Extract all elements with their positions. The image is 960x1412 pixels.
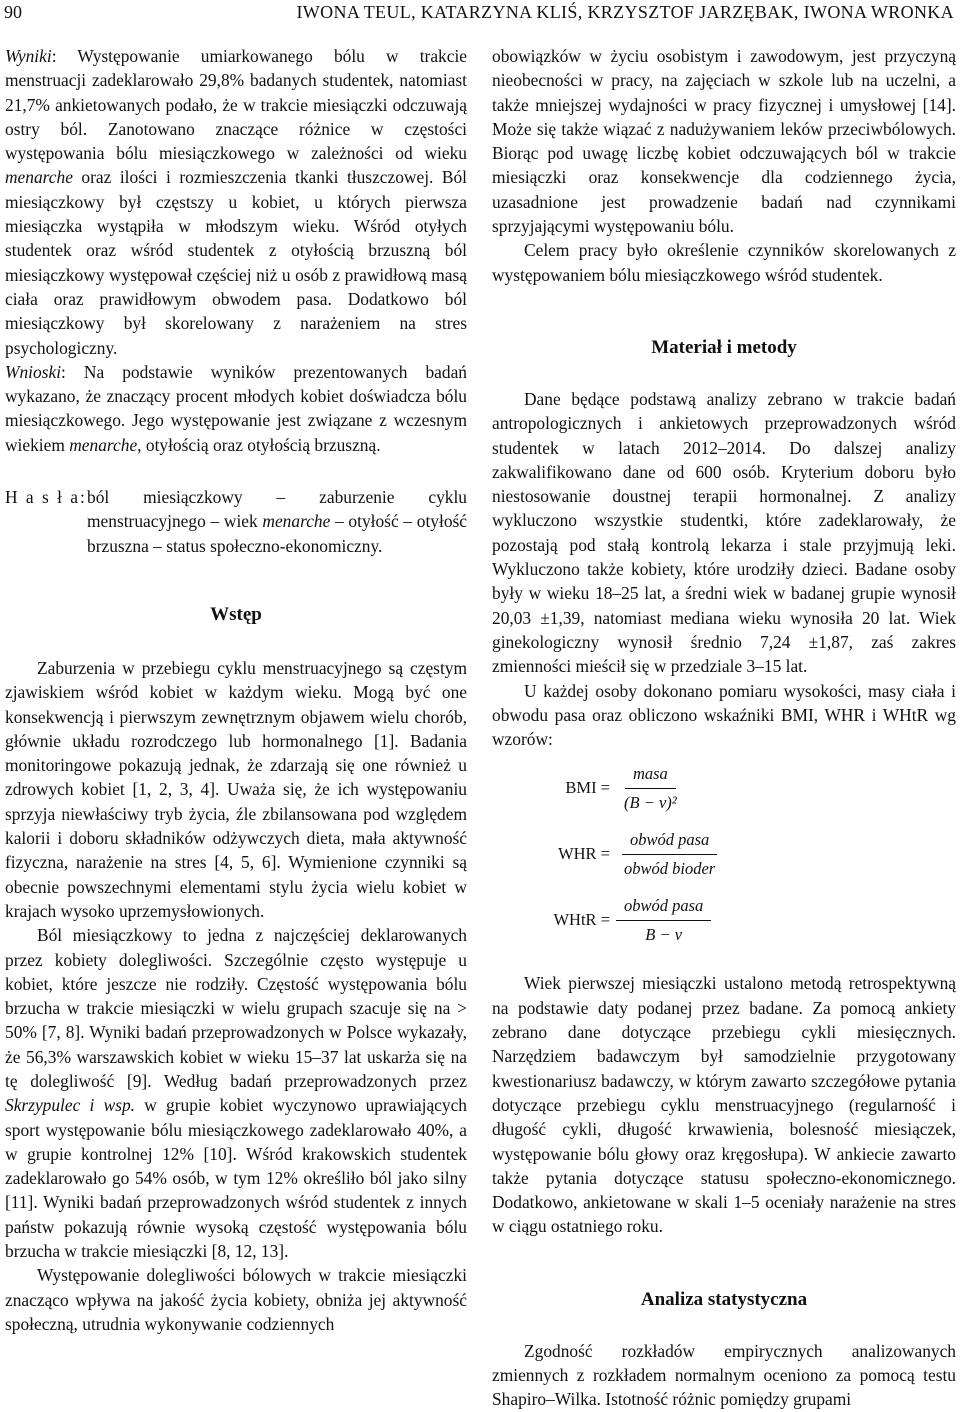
keywords-part-1: ból miesiączkowy – zaburzenie cyklu menstruacyjnego – wiek — [87, 487, 467, 532]
results-text: : Występowanie umiarkowanego bólu w trakcie menstruacji zadeklarowało 29,8% badanych studentek, natomiast 21,7% ankietowanych podało, że w trakcie miesiączki odczuwają ostry ból. Zanotowano znaczące różnice w częstości występowania bólu miesiączkowego w zależności od wieku — [5, 46, 467, 164]
intro-paragraph-1: Zaburzenia w przebiegu cyklu menstruacyjnego są częstym zjawiskiem wśród kobiet w każdym wieku. Mogą być one konsekwencją i pierwszym zewnętrznym objawem wielu chorób, głównie układu rozrodczego lub hormonalnego [1]. Badania monitoringowe pokazują jednak, że zdarzają się one również u zdrowych kobiet [1, 2, 3, 4]. Uważa się, że ich występowaniu sprzyja niewłaściwy tryb życia, źle zbilansowana pod względem kalorii i doboru składników odżywczych dieta, mała aktywność fizyczna, narażenie na stres [4, 5, 6]. Wymienione czynniki są obecnie powszechnymi elementami stylu życia wielu kobiet w krajach wysoko uprzemysłowionych. — [5, 657, 467, 921]
statistics-paragraph: Zgodność rozkładów empirycznych analizowanych zmiennych z rozkładem normalnym oceniono za pomocą testu Shapiro–Wilka. Istotność różnic pomiędzy grupami — [492, 1340, 956, 1410]
results-menarche: menarche — [5, 167, 73, 188]
formula-whr-denominator: obwód bioder — [624, 858, 716, 878]
formula-whtr — [492, 887, 956, 953]
intro-paragraph-2a: Ból miesiączkowy to jedna z najczęściej deklarowanych przez kobiety dolegliwości. Szczególnie często występuje u kobiet, które jeszcze nie rodziły. Częstość występowania bólu brzucha w trakcie miesiączki w wielu grupach szacuje się na > 50% [7, 8]. Wyniki badań przeprowadzonych w Polsce wykazały, że 56,3% warszawskich kobiet w wieku 15–37 lat uskarża się na tę dolegliwość [9]. Według badań przeprowadzonych przez — [5, 925, 467, 1091]
intro-paragraph-2b: w grupie kobiet wyczynowo uprawiających sport występowanie bólu miesiączkowego zadeklarowało 40%, a w grupie kontrolnej 12% [10]. Wśród krakowskich studentek zadeklarowało go 54% osób, w tym 12% określiło ból jako silny [11]. Wyniki badań przeprowadzonych wśród studentek z innych państw pokazują równie wysoką częstość występowania bólu brzucha w trakcie miesiączki [8, 12, 13]. — [5, 1095, 467, 1262]
section-heading-methods: Materiał i metody — [651, 336, 797, 358]
running-header — [0, 2, 960, 28]
methods-paragraph-1: Dane będące podstawą analizy zebrano w trakcie badań antropologicznych i ankietowych przeprowadzonych wśród studentek w latach 2012–2014. Do dalszej analizy zakwalifikowano dane od 600 osób. Kryterium doboru było niestosowanie doustnej terapii hormonalnej. Z analizy wykluczono wszystkie studentki, które zadeklarowały, że pozostają pod stałą kontrolą lekarza i stale przyjmują leki. Wykluczono także kobiety, które urodziły dzieci. Badane osoby były w wieku 18–25 lat, a średni wiek w badanej grupie wynosił 20,03 ±1,39, natomiast mediana wieku wynosiła 20 lat. Wiek ginekologiczny wynosił średnio 7,24 ±1,87, zaś zakres zmienności mieścił się w przedziale 3–15 lat. — [492, 388, 956, 677]
abstract-conclusions — [5, 360, 467, 457]
conclusions-label: Wnioski — [5, 361, 62, 382]
keywords — [5, 485, 467, 558]
conclusions-text: : Na podstawie wyników prezentowanych badań wykazano, że znaczący procent młodych kobiet doświadcza bólu miesiączkowego. Jego występowanie jest związane z wczesnym wiekiem — [5, 361, 467, 455]
methods-paragraph-3: Wiek pierwszej miesiączki ustalono metodą retrospektywną na podstawie daty podanej przez badane. Za pomocą ankiety zebrano dane dotyczące przebiegu cykli miesięcznych. Narzędziem badawczym był samodzielnie przygotowany kwestionariusz badawczy, w którym zawarto szczegółowe pytania dotyczące przebiegu cyklu menstruacyjnego (regularność i długość cykli, długość krwawienia, bolesność miesiączek, występowanie bólu głowy oraz kręgosłupa). W ankiecie zawarto także pytania dotyczące statusu społeczno-ekonomicznego. Dodatkowo, ankietowane w skali 1–5 oceniały narażenie na stres w ciągu ostatniego roku. — [492, 973, 956, 1237]
results-label: Wyniki — [5, 46, 52, 66]
formula-bmi-numerator: masa — [625, 762, 676, 789]
aim-paragraph: Celem pracy było określenie czynników skorelowanych z występowaniem bólu miesiączkowego wśród studentek. — [492, 240, 956, 285]
formula-whr-fraction — [616, 828, 723, 882]
left-column — [5, 44, 467, 1336]
formula-whtr-denominator: B − v — [645, 924, 683, 944]
right-column — [492, 44, 956, 1412]
conclusions-menarche: menarche — [69, 434, 138, 455]
conclusions-text-2: , otyłością oraz otyłością brzuszną. — [137, 434, 381, 455]
formulas — [492, 755, 956, 953]
methods-paragraph-2: U każdej osoby dokonano pomiaru wysokości, masy ciała i obwodu pasa oraz obliczono wskaźniki BMI, WHR i WHtR wg wzorów: — [492, 680, 956, 750]
formula-whtr-lhs: WHtR = — [553, 910, 610, 930]
formula-bmi — [492, 755, 956, 821]
results-text-2: oraz ilości i rozmieszczenia tkanki tłuszczowej. Ból miesiączkowy był częstszy u kobiet, u których pierwsza miesiączka wystąpiła w młodszym wieku. Wśród otyłych studentek oraz wśród studentek z otyłością brzuszną ból miesiączkowy występował częściej niż u osób z prawidłową masą ciała oraz prawidłowym obwodem pasa. Dodatkowo ból miesiączkowy był skorelowany z narażeniem na stres psychologiczny. — [5, 167, 467, 358]
keywords-text — [87, 485, 467, 558]
intro-paragraph-2 — [5, 923, 467, 1263]
formula-whr — [492, 821, 956, 887]
page-number: 90 — [4, 2, 22, 22]
formula-bmi-fraction — [616, 762, 685, 816]
keywords-label: H a s ł a: — [5, 487, 87, 508]
formula-whtr-numerator: obwód pasa — [616, 894, 711, 921]
keywords-menarche: menarche — [262, 511, 331, 532]
formula-bmi-denominator: (B − v)² — [624, 792, 677, 812]
intro-paragraph-3: Występowanie dolegliwości bólowych w trakcie miesiączki znacząco wpływa na jakość życia kobiety, obniża jej aktywność społeczną, utrudnia wykonywanie codziennych — [5, 1265, 467, 1334]
formula-whtr-fraction — [616, 894, 711, 948]
section-heading-statistics: Analiza statystyczna — [640, 1288, 808, 1310]
intro-citation: Skrzypulec i wsp. — [5, 1095, 136, 1116]
abstract-results — [5, 44, 467, 360]
running-header-authors: IWONA TEUL, KATARZYNA KLIŚ, KRZYSZTOF JARZĘBAK, IWONA WRONKA — [296, 2, 954, 22]
keywords-part-2: – otyłość – otyłość brzuszna – status społeczno-ekonomiczny. — [87, 511, 467, 556]
formula-whr-lhs: WHR = — [558, 844, 610, 864]
formula-bmi-lhs: BMI = — [565, 778, 610, 798]
formula-whr-numerator: obwód pasa — [622, 828, 717, 855]
continued-paragraph: obowiązków w życiu osobistym i zawodowym, jest przyczyną nieobecności w pracy, na zajęciach w szkole lub na uczelni, a także mniejszej wydajności w pracy fizycznej i umysłowej [14]. Może się także wiązać z nadużywaniem leków przeciwbólowych. Biorąc pod uwagę liczbę kobiet odczuwających ból w trakcie miesiączki oraz konsekwencje dla codziennego życia, uzasadnione jest prowadzenie badań nad czynnikami sprzyjającymi występowaniu bólu. — [492, 46, 956, 237]
section-heading-introduction: Wstęp — [210, 603, 262, 625]
